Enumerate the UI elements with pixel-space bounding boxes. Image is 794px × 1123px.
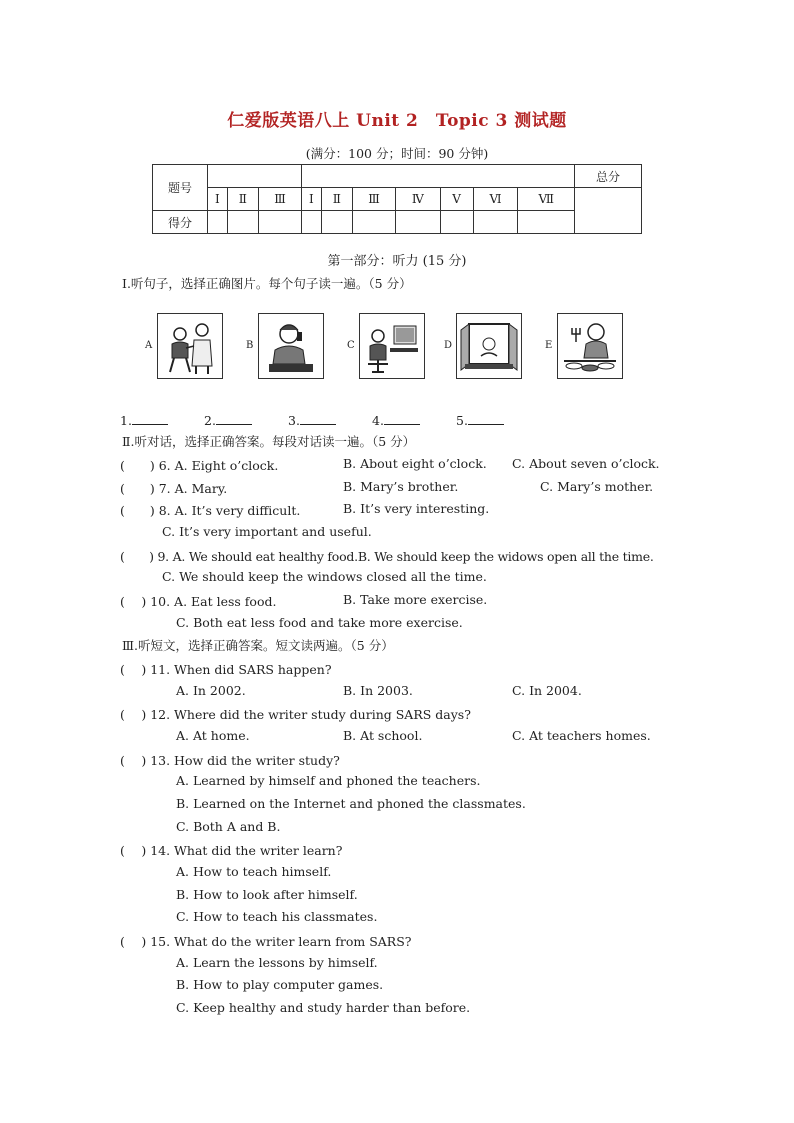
col-part1-2: Ⅱ — [227, 188, 258, 211]
part1-heading: 第一部分：听力 (15 分) — [327, 254, 467, 269]
q14-option-a: A. How to teach himself. — [176, 864, 332, 879]
q6-option-b: B. About eight o’clock. — [343, 456, 487, 471]
q10-option-c: C. Both eat less food and take more exercise. — [176, 615, 463, 630]
picture-letter-d: D — [444, 340, 453, 351]
q13-stem: ( ) 13. How did the writer study? — [120, 753, 340, 768]
col-part1-1: Ⅰ — [208, 188, 228, 211]
q8-option-b: B. It’s very interesting. — [343, 501, 490, 516]
q11-option-b: B. In 2003. — [343, 683, 413, 698]
col-part2-3: Ⅲ — [353, 188, 396, 211]
q11-stem: ( ) 11. When did SARS happen? — [120, 662, 332, 677]
col-part2-6: Ⅵ — [473, 188, 518, 211]
col-part2-1: Ⅰ — [302, 188, 322, 211]
q15-option-b: B. How to play computer games. — [176, 977, 384, 992]
picture-e-food — [557, 313, 623, 379]
answer-blank-4[interactable]: 4. — [372, 412, 420, 428]
q8-option-c: C. It’s very important and useful. — [162, 524, 372, 539]
picture-b-boy-phone — [258, 313, 324, 379]
section2-heading: Ⅱ.听对话，选择正确答案。每段对话读一遍。（5 分） — [122, 434, 416, 449]
picture-letter-c: C — [347, 340, 355, 351]
answer-blank-5[interactable]: 5. — [456, 412, 504, 428]
col-part2-4: Ⅳ — [396, 188, 440, 211]
section3-heading: Ⅲ.听短文，选择正确答案。短文读两遍。（5 分） — [122, 638, 394, 653]
picture-letter-b: B — [246, 340, 254, 351]
score-cell[interactable] — [208, 211, 228, 234]
q14-stem: ( ) 14. What did the writer learn? — [120, 843, 343, 858]
q6-stem: ( ) 6. A. Eight o’clock. — [120, 458, 279, 473]
score-cell[interactable] — [353, 211, 396, 234]
score-cell[interactable] — [302, 211, 322, 234]
answer-blank-1[interactable]: 1. — [120, 412, 168, 428]
score-cell[interactable] — [473, 211, 518, 234]
score-cell[interactable] — [259, 211, 302, 234]
answer-blank-2[interactable]: 2. — [204, 412, 252, 428]
q14-option-c: C. How to teach his classmates. — [176, 909, 378, 924]
q12-stem: ( ) 12. Where did the writer study during SARS days? — [120, 707, 471, 722]
q10-stem: ( ) 10. A. Eat less food. — [120, 594, 277, 609]
q9-option-c: C. We should keep the windows closed all the time. — [162, 569, 487, 584]
score-cell[interactable] — [518, 211, 575, 234]
page-title: 仁爱版英语八上 Unit 2 Topic 3 测试题 — [227, 111, 567, 131]
col-part2-7: Ⅶ — [518, 188, 575, 211]
q15-option-c: C. Keep healthy and study harder than before. — [176, 1000, 471, 1015]
picture-letter-e: E — [545, 340, 553, 351]
score-cell[interactable] — [440, 211, 473, 234]
section1-heading: Ⅰ.听句子，选择正确图片。每个句子读一遍。（5 分） — [122, 276, 412, 291]
score-table — [152, 164, 642, 234]
q11-option-a: A. In 2002. — [176, 683, 246, 698]
score-cell[interactable] — [227, 211, 258, 234]
col-part2-2: Ⅱ — [321, 188, 352, 211]
col-part2-5: Ⅴ — [440, 188, 473, 211]
picture-c-computer — [359, 313, 425, 379]
q14-option-b: B. How to look after himself. — [176, 887, 358, 902]
picture-letter-a: A — [145, 340, 153, 351]
q9-stem: ( ) 9. A. We should eat healthy food.B. We should keep the widows open all the time. — [120, 549, 654, 564]
row-label-score: 得分 — [153, 211, 208, 234]
q12-option-a: A. At home. — [176, 728, 250, 743]
picture-d-window — [456, 313, 522, 379]
q10-option-b: B. Take more exercise. — [343, 592, 488, 607]
picture-a-doctor-patient — [157, 313, 223, 379]
total-label: 总分 — [575, 165, 642, 188]
score-cell[interactable] — [396, 211, 440, 234]
score-cell[interactable] — [321, 211, 352, 234]
q11-option-c: C. In 2004. — [512, 683, 582, 698]
part2-header-cell — [302, 165, 575, 188]
part1-header-cell — [208, 165, 302, 188]
q6-option-c: C. About seven o’clock. — [512, 456, 660, 471]
q13-option-b: B. Learned on the Internet and phoned the classmates. — [176, 796, 526, 811]
q8-stem: ( ) 8. A. It’s very difficult. — [120, 503, 301, 518]
q13-option-a: A. Learned by himself and phoned the teachers. — [176, 773, 481, 788]
q7-stem: ( ) 7. A. Mary. — [120, 481, 228, 496]
total-score-cell[interactable] — [575, 188, 642, 234]
q15-option-a: A. Learn the lessons by himself. — [176, 955, 378, 970]
answer-blank-3[interactable]: 3. — [288, 412, 336, 428]
q7-option-c: C. Mary’s mother. — [540, 479, 654, 494]
row-label-number: 题号 — [153, 165, 208, 211]
col-part1-3: Ⅲ — [259, 188, 302, 211]
q12-option-c: C. At teachers homes. — [512, 728, 651, 743]
q15-stem: ( ) 15. What do the writer learn from SARS? — [120, 934, 412, 949]
q7-option-b: B. Mary’s brother. — [343, 479, 459, 494]
q13-option-c: C. Both A and B. — [176, 819, 281, 834]
q12-option-b: B. At school. — [343, 728, 423, 743]
exam-subtitle: (满分：100 分；时间：90 分钟) — [305, 146, 489, 161]
